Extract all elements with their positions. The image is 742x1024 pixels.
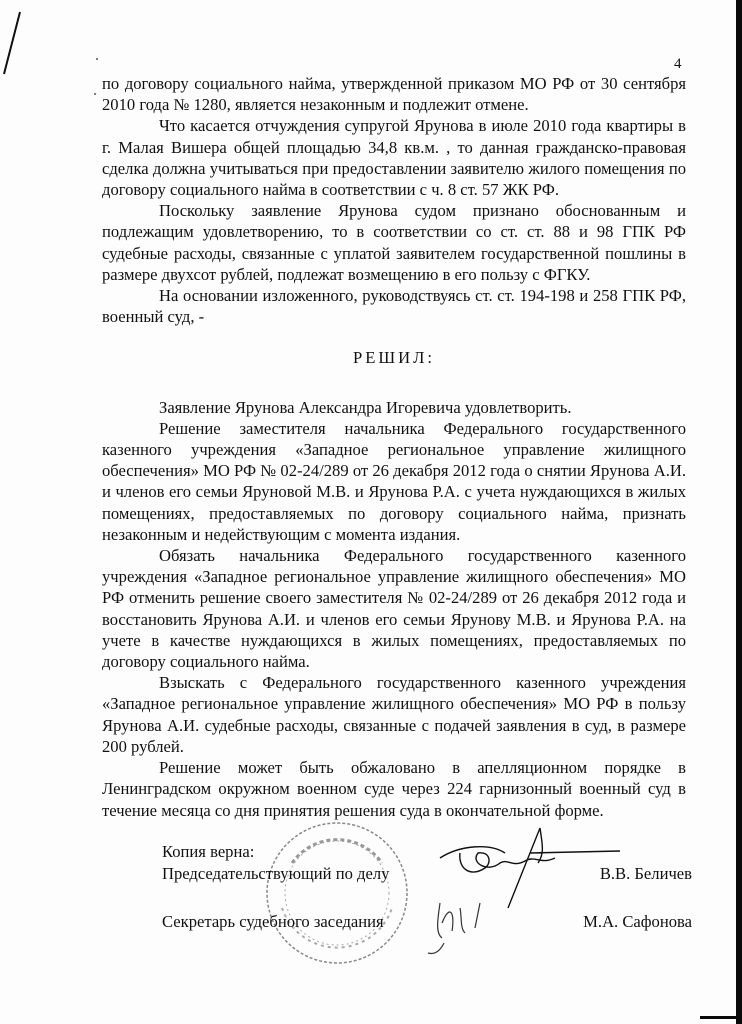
paragraph: Что касается отчуждения супругой Ярунова в июле 2010 года квартиры в г. Малая Вишера общей площадью 34,8 кв.м. , то данная гражданско-правовая сделка должна учитываться при предоставлении заявителю жилого помещения по договору социального найма в соответствии с ч. 8 ст. 57 ЖК РФ. <box>102 116 686 200</box>
pen-mark <box>0 10 30 80</box>
secretary-name: М.А. Сафонова <box>583 911 692 931</box>
secretary-label: Секретарь судебного заседания <box>162 911 384 931</box>
decision-heading: РЕШИЛ: <box>353 348 435 368</box>
spacer <box>162 885 692 911</box>
decision-paragraph: Взыскать с Федерального государственного казенного учреждения «Западное региональное управление жилищного обеспечения» МО РФ в пользу Ярунова А.И. судебные расходы, связанные с подачей заявления в суд, в размере 200 рублей. <box>102 673 686 756</box>
scan-speck <box>94 93 96 95</box>
secretary-row <box>162 911 692 933</box>
document-body <box>102 73 692 933</box>
page-number: 4 <box>674 56 682 72</box>
paragraph: по договору социального найма, утвержденной приказом МО РФ от 30 сентября 2010 года № 1280, является незаконным и подлежит отмене. <box>102 74 686 115</box>
decision-paragraph: Решение заместителя начальника Федерального государственного казенного учреждения «Западное региональное управление жилищного обеспечения» МО РФ № 02-24/289 от 26 декабря 2012 года о снятии Ярунова А.И. и членов его семьи Яруновой М.В. и Ярунова Р.А. с учета нуждающихся в жилых помещениях, предоставляемых по договору социального найма, признать незаконным и недействующим с момента издания. <box>102 418 686 544</box>
scan-edge-bottom <box>700 1016 742 1019</box>
decision-paragraph: Заявление Ярунова Александра Игоревича удовлетворить. <box>159 397 572 417</box>
presiding-row <box>162 863 692 885</box>
decision-paragraph: Решение может быть обжаловано в апелляционном порядке в Ленинградском окружном военном суде через 224 гарнизонный военный суд в течение месяца со дня принятия решения суда в окончательной форме. <box>102 758 686 820</box>
decision-paragraph: Обязать начальника Федерального государственного казенного учреждения «Западное региональное управление жилищного обеспечения» МО РФ отменить решение своего заместителя № 02-24/289 от 26 декабря 2012 года и восстановить Ярунова А.И. и членов его семьи Ярунову М.В. и Ярунова Р.А. на учете в качестве нуждающихся в жилых помещениях, предоставляемых по договору социального найма. <box>102 546 686 672</box>
scan-edge-right <box>736 0 742 1024</box>
presiding-name: В.В. Беличев <box>599 863 692 883</box>
paragraph: Поскольку заявление Ярунова судом признано обоснованным и подлежащим удовлетворению, то в соответствии со ст. ст. 88 и 98 ГПК РФ судебные расходы, связанные с уплатой заявителем государственной пошлины в размере двухсот рублей, подлежат возмещению в его пользу с ФГКУ. <box>102 201 686 284</box>
presiding-label: Председательствующий по делу <box>162 863 390 883</box>
scan-speck <box>96 58 98 60</box>
signature-block <box>162 841 692 933</box>
copy-note: Копия верна: <box>162 841 255 861</box>
copy-note-row <box>162 841 692 863</box>
paragraph: На основании изложенного, руководствуясь ст. ст. 194-198 и 258 ГПК РФ, военный суд, - <box>102 286 686 327</box>
